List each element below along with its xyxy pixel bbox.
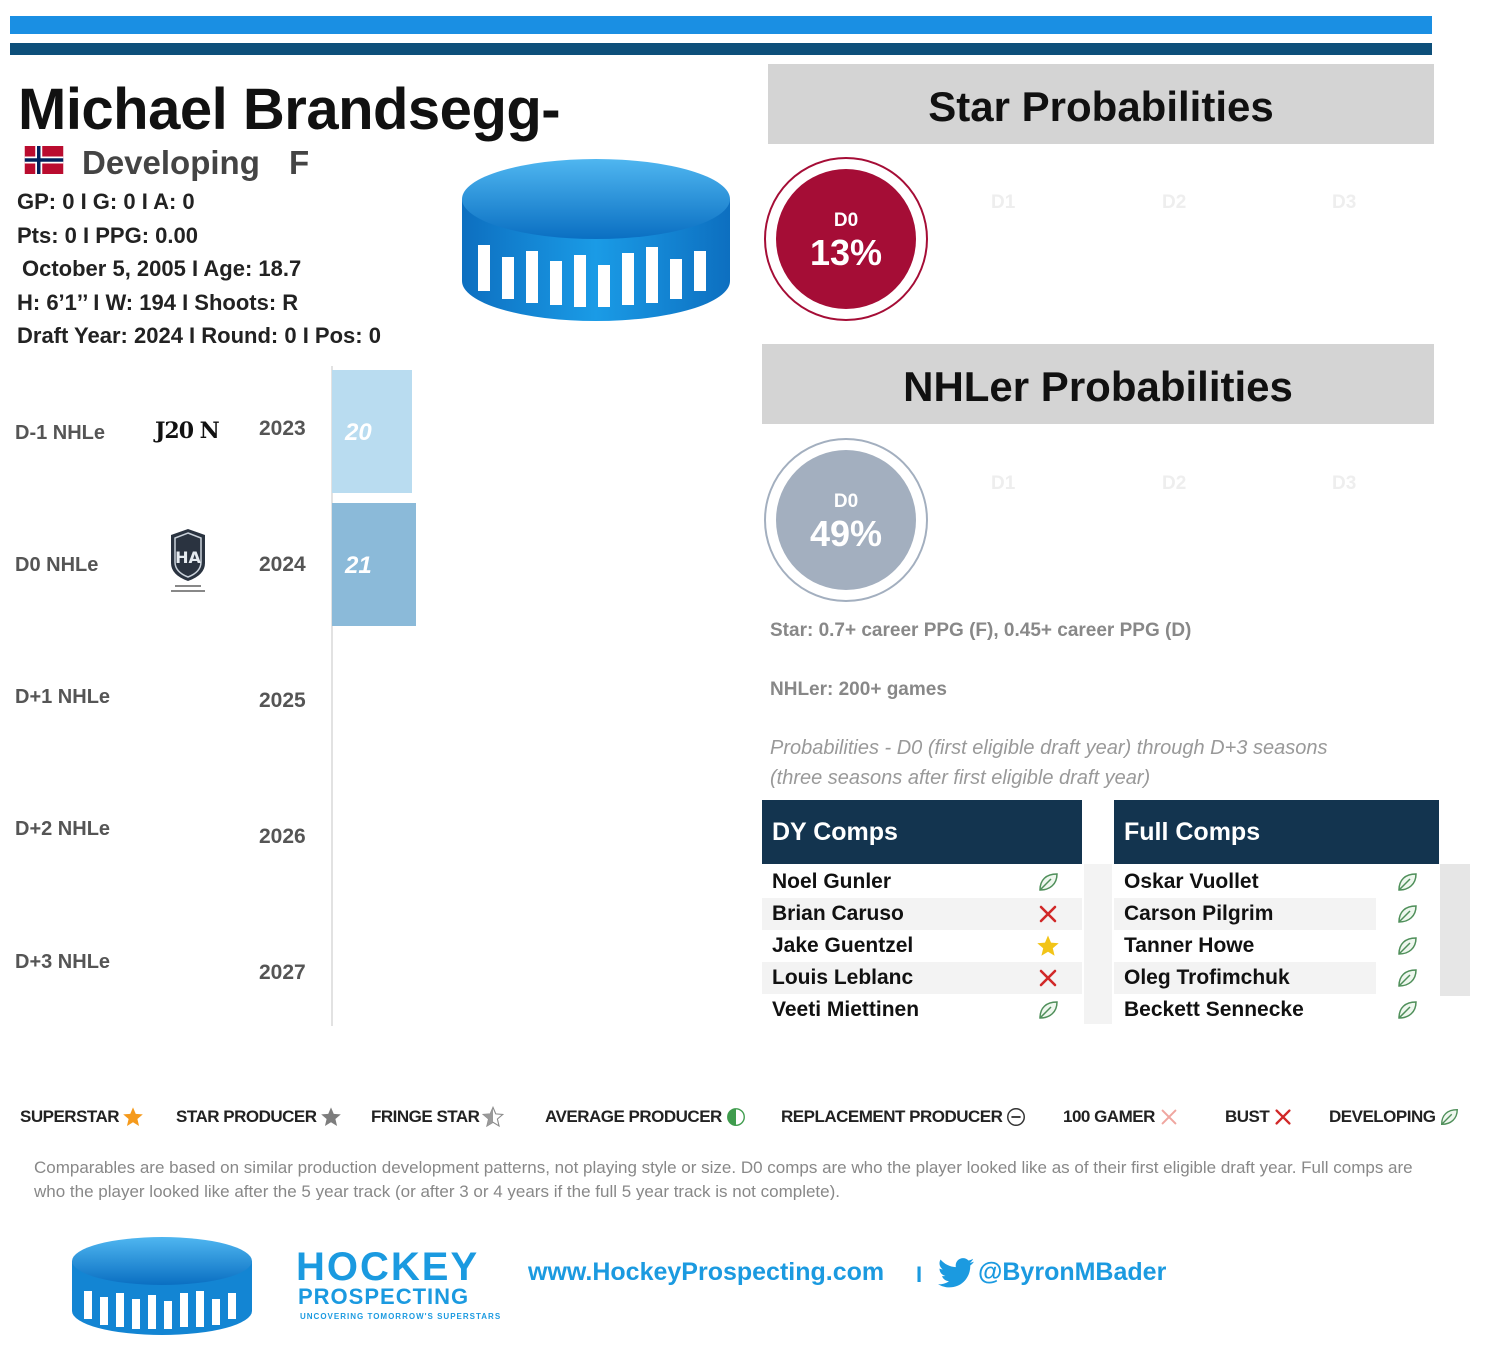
legend-item bbox=[781, 1106, 1027, 1128]
comp-row[interactable] bbox=[762, 866, 1082, 898]
comp-player-name: Louis Leblanc bbox=[772, 966, 914, 989]
full-comps-scrollbar[interactable] bbox=[1440, 864, 1470, 996]
brand-prospecting: PROSPECTING bbox=[298, 1284, 470, 1309]
comp-row[interactable] bbox=[1114, 930, 1376, 962]
nhler-d2-label: D2 bbox=[1162, 473, 1187, 494]
developing-leaf-icon bbox=[1036, 870, 1060, 894]
player-status: Developing bbox=[82, 144, 260, 181]
comp-player-name: Carson Pilgrim bbox=[1124, 902, 1274, 925]
nhle-row-year: 2023 bbox=[259, 417, 306, 440]
comp-row[interactable] bbox=[762, 930, 1082, 962]
legend-item bbox=[545, 1106, 747, 1128]
superstar-orange-star-icon bbox=[122, 1106, 144, 1128]
star-d0-label: D0 bbox=[833, 210, 859, 231]
legend-label: REPLACEMENT PRODUCER bbox=[781, 1107, 1003, 1126]
legend-label: STAR PRODUCER bbox=[176, 1107, 317, 1126]
developing-leaf-icon bbox=[1438, 1106, 1460, 1128]
draft-line: Draft Year: 2024 I Round: 0 I Pos: 0 bbox=[17, 323, 381, 348]
comp-player-name: Noel Gunler bbox=[772, 870, 892, 893]
body-line: H: 6’1’’ I W: 194 I Shoots: R bbox=[17, 290, 299, 315]
fringe-star-outline-icon bbox=[482, 1106, 504, 1128]
top-dark-stripe bbox=[10, 43, 1432, 55]
nhle-row-year: 2026 bbox=[259, 825, 306, 848]
dy-comps-heading: DY Comps bbox=[762, 800, 1082, 864]
star-d0-ring bbox=[764, 157, 928, 321]
comp-player-name: Jake Guentzel bbox=[772, 934, 914, 957]
nhle-row-label: D+1 NHLe bbox=[15, 686, 111, 708]
twitter-bird-icon[interactable] bbox=[938, 1258, 974, 1288]
nhler-d0-value: 49% bbox=[809, 513, 883, 554]
legend-item bbox=[371, 1106, 504, 1128]
top-accent-stripe bbox=[10, 16, 1432, 34]
bust-x-icon bbox=[1036, 966, 1060, 990]
comp-player-name: Brian Caruso bbox=[772, 902, 904, 925]
nhler-d0-label: D0 bbox=[833, 491, 859, 512]
star-probabilities-heading: Star Probabilities bbox=[768, 64, 1434, 144]
nhler-d3-label: D3 bbox=[1332, 473, 1357, 494]
comp-row[interactable] bbox=[1114, 898, 1376, 930]
probabilities-note-1: Probabilities - D0 (first eligible draft year) through D+3 seasons bbox=[770, 737, 1328, 759]
legend-label: DEVELOPING bbox=[1329, 1107, 1436, 1126]
hockeyallsvenskan-logo-icon bbox=[165, 527, 211, 597]
star-producer-star-icon bbox=[1036, 934, 1060, 958]
replacement-producer-minus-circle-icon bbox=[1005, 1106, 1027, 1128]
star-d3-label: D3 bbox=[1332, 192, 1357, 213]
comp-player-name: Tanner Howe bbox=[1124, 934, 1255, 957]
nhle-row-year: 2027 bbox=[259, 961, 306, 984]
nhle-row-year: 2025 bbox=[259, 689, 306, 712]
developing-leaf-icon bbox=[1395, 870, 1419, 894]
player-position: F bbox=[289, 144, 310, 181]
legend-label: AVERAGE PRODUCER bbox=[545, 1107, 722, 1126]
nhler-probabilities-heading: NHLer Probabilities bbox=[762, 344, 1434, 424]
comp-row[interactable] bbox=[762, 962, 1082, 994]
nhle-row-label: D+2 NHLe bbox=[15, 818, 111, 840]
probabilities-note-2: (three seasons after first eligible draft year) bbox=[770, 767, 1151, 789]
comparables-disclaimer: Comparables are based on similar production development patterns, not playing style or size. D0 comps are who the player looked like as of their first eligible draft year. Full comps are who the player looked like after the 5 year track (or after 3 or 4 years if the full 5 year track is not complete). bbox=[34, 1158, 1413, 1200]
legend-item bbox=[1225, 1106, 1294, 1128]
developing-leaf-icon bbox=[1395, 998, 1419, 1022]
full-comps-icon-column bbox=[1084, 864, 1112, 1024]
legend-label: 100 GAMER bbox=[1063, 1107, 1155, 1126]
developing-leaf-icon bbox=[1395, 934, 1419, 958]
developing-leaf-icon bbox=[1395, 966, 1419, 990]
bust-x-icon bbox=[1036, 902, 1060, 926]
legend-label: FRINGE STAR bbox=[371, 1107, 480, 1126]
comp-player-name: Oskar Vuollet bbox=[1124, 870, 1259, 893]
nhler-d0-ring bbox=[764, 438, 928, 602]
legend-item bbox=[1063, 1106, 1180, 1128]
comp-row[interactable] bbox=[1114, 994, 1376, 1026]
legend-label: SUPERSTAR bbox=[20, 1107, 120, 1126]
star-producer-grey-star-icon bbox=[320, 1106, 342, 1128]
twitter-handle[interactable]: @ByronMBader bbox=[978, 1258, 1167, 1286]
developing-leaf-icon bbox=[1395, 902, 1419, 926]
comp-row[interactable] bbox=[762, 994, 1082, 1026]
nhle-bar-value: 20 bbox=[345, 419, 372, 446]
star-d0-value: 13% bbox=[809, 232, 883, 273]
nhle-bar bbox=[332, 370, 412, 493]
nhle-row-year: 2024 bbox=[259, 553, 306, 576]
full-comps-heading: Full Comps bbox=[1114, 800, 1439, 864]
legend-item bbox=[20, 1106, 144, 1128]
nhle-row-label: D+3 NHLe bbox=[15, 951, 111, 973]
legend-item bbox=[176, 1106, 342, 1128]
comp-player-name: Oleg Trofimchuk bbox=[1124, 966, 1290, 989]
legend-label: BUST bbox=[1225, 1107, 1270, 1126]
nhle-row-label: D-1 NHLe bbox=[15, 422, 106, 444]
brand-hockey: HOCKEY bbox=[296, 1245, 480, 1289]
footer-separator: I bbox=[916, 1262, 923, 1287]
nhle-row-label: D0 NHLe bbox=[15, 554, 99, 576]
star-d2-label: D2 bbox=[1162, 192, 1187, 213]
comp-player-name: Beckett Sennecke bbox=[1124, 998, 1304, 1021]
svg-text:HA: HA bbox=[175, 548, 201, 567]
star-definition: Star: 0.7+ career PPG (F), 0.45+ career PPG (D) bbox=[770, 620, 1192, 641]
brand-tagline: UNCOVERING TOMORROW'S SUPERSTARS bbox=[300, 1312, 502, 1321]
nhler-definition: NHLer: 200+ games bbox=[770, 679, 947, 700]
developing-leaf-icon bbox=[1036, 998, 1060, 1022]
nhle-bar-value: 21 bbox=[345, 552, 372, 579]
birth-line: October 5, 2005 I Age: 18.7 bbox=[22, 256, 302, 281]
comp-player-name: Veeti Miettinen bbox=[772, 998, 920, 1021]
puck-logo-icon bbox=[458, 155, 734, 325]
comp-row[interactable] bbox=[1114, 866, 1376, 898]
website-link[interactable]: www.HockeyProspecting.com bbox=[528, 1258, 885, 1286]
player-name: Michael Brandsegg- bbox=[18, 77, 561, 142]
stats-line-2: Pts: 0 I PPG: 0.00 bbox=[17, 223, 198, 248]
bust-x-icon bbox=[1272, 1106, 1294, 1128]
league-j20n-logo: J20 N bbox=[155, 418, 219, 444]
footer-puck-logo-icon bbox=[70, 1235, 254, 1337]
legend-item bbox=[1329, 1106, 1460, 1128]
norway-flag-icon bbox=[22, 146, 66, 174]
hundred-gamer-light-x-icon bbox=[1158, 1106, 1180, 1128]
comp-row[interactable] bbox=[1114, 962, 1376, 994]
average-producer-half-circle-icon bbox=[725, 1106, 747, 1128]
comp-row[interactable] bbox=[762, 898, 1082, 930]
star-d1-label: D1 bbox=[991, 192, 1016, 213]
stats-line-1: GP: 0 I G: 0 I A: 0 bbox=[17, 189, 195, 214]
nhler-d1-label: D1 bbox=[991, 473, 1016, 494]
